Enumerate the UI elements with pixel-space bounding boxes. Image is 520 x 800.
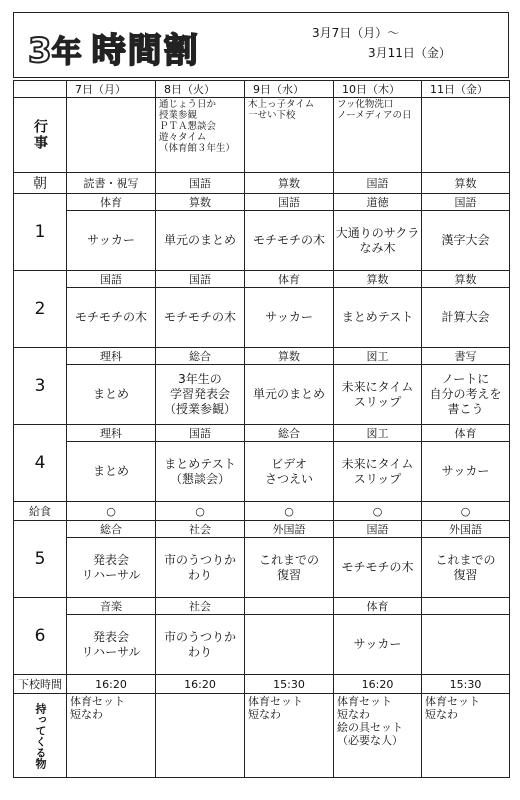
- period-subject-row: [14, 521, 510, 538]
- bring-line: 体育セット: [337, 695, 392, 708]
- subject-cell: 体育: [67, 194, 156, 211]
- event-line: 一せい下校: [248, 110, 296, 121]
- content-cell: [245, 288, 334, 348]
- bring-cell: [156, 694, 245, 778]
- content-cell: [67, 211, 156, 271]
- content-line: モチモチの木: [252, 233, 325, 247]
- content-cell: [156, 365, 245, 425]
- content-cell: [245, 211, 334, 271]
- page-title: [28, 23, 200, 72]
- dismissal-row: [14, 675, 510, 694]
- period-subject-row: [14, 598, 510, 615]
- subject-cell: 体育: [334, 598, 422, 615]
- content-line: 3年生の: [178, 372, 222, 386]
- subject-cell: 道徳: [334, 194, 422, 211]
- day-header: 8日（火）: [156, 81, 245, 98]
- content-cell: [245, 365, 334, 425]
- subject-cell: 国語: [422, 194, 510, 211]
- content-cell: [334, 211, 422, 271]
- dismissal-cell: 16:20: [156, 675, 245, 694]
- period-subject-row: [14, 425, 510, 442]
- content-line: 発表会: [92, 629, 129, 644]
- subject-cell: 算数: [422, 271, 510, 288]
- bring-line: 短なわ: [248, 708, 281, 721]
- content-cell: [156, 538, 245, 598]
- lunch-mark: ○: [460, 504, 471, 518]
- period-content-row: [14, 442, 510, 502]
- subject-cell: 外国語: [422, 521, 510, 538]
- subject-cell: 社会: [156, 521, 245, 538]
- event-line: 授業参観: [159, 110, 198, 121]
- content-line: サッカー: [441, 464, 490, 478]
- lunch-mark: ○: [372, 504, 383, 518]
- lunch-mark: ○: [284, 504, 294, 518]
- event-cell: [156, 98, 245, 173]
- dismissal-cell: 16:20: [67, 675, 156, 694]
- content-cell: [422, 442, 510, 502]
- dismissal-cell: 15:30: [422, 675, 510, 694]
- bring-label: [14, 694, 67, 778]
- content-line: リハーサル: [81, 644, 141, 659]
- content-cell: [245, 442, 334, 502]
- lunch-cell: [245, 502, 334, 521]
- subject-cell: 図工: [334, 348, 422, 365]
- content-line: スリップ: [353, 471, 402, 486]
- day-header: 9日（水）: [245, 81, 334, 98]
- subject-cell: 国語: [334, 521, 422, 538]
- content-cell: [67, 288, 156, 348]
- subject-cell: 国語: [156, 425, 245, 442]
- period-subject-row: [14, 348, 510, 365]
- content-cell: [334, 288, 422, 348]
- event-line: ＰＴＡ懇談会: [159, 121, 217, 132]
- subject-cell: 国語: [245, 194, 334, 211]
- bring-line: 短なわ: [337, 708, 370, 721]
- event-cell: [67, 98, 156, 173]
- content-line: 学習発表会: [169, 387, 230, 401]
- period-content-row: [14, 365, 510, 425]
- bring-line: 短なわ: [70, 708, 103, 721]
- content-cell: [67, 365, 156, 425]
- content-cell: [334, 365, 422, 425]
- content-line: サッカー: [87, 233, 135, 247]
- content-line: まとめテスト: [341, 310, 414, 324]
- subject-cell: 国語: [67, 271, 156, 288]
- dismissal-cell: 15:30: [245, 675, 334, 694]
- subject-cell: 総合: [156, 348, 245, 365]
- morning-cell: 国語: [334, 173, 422, 194]
- period-label: 6: [14, 598, 67, 675]
- content-line: ビデオ: [271, 456, 307, 471]
- subject-cell: 図工: [334, 425, 422, 442]
- events-label-text: 行事: [32, 119, 48, 151]
- bring-cell: [245, 694, 334, 778]
- content-line: 未来にタイム: [341, 379, 414, 394]
- content-line: 単元のまとめ: [163, 233, 236, 247]
- content-cell: [334, 615, 422, 675]
- bring-line: 体育セット: [425, 695, 480, 708]
- grade-unit: 年: [51, 35, 82, 70]
- day-header: 10日（木）: [334, 81, 422, 98]
- content-line: ノートに: [441, 372, 490, 386]
- content-line: 大通りのサクラ: [335, 225, 420, 240]
- morning-cell: 算数: [245, 173, 334, 194]
- content-cell: [334, 442, 422, 502]
- content-line: 計算大会: [441, 310, 490, 324]
- period-label: 5: [14, 521, 67, 598]
- event-line: （体育館３年生）: [159, 143, 236, 154]
- subject-cell: 算数: [156, 194, 245, 211]
- content-line: 単元のまとめ: [252, 387, 325, 401]
- content-line: 市のうつりか: [163, 552, 236, 567]
- day-header: 11日（金）: [422, 81, 510, 98]
- period-label: 4: [14, 425, 67, 502]
- content-line: 市のうつりか: [163, 629, 236, 644]
- event-line: 遊々タイム: [159, 132, 207, 143]
- subject-cell: 算数: [245, 348, 334, 365]
- content-line: 発表会: [92, 552, 129, 567]
- bring-cell: [422, 694, 510, 778]
- content-line: リハーサル: [81, 567, 141, 582]
- content-cell: [156, 615, 245, 675]
- period-label: 2: [14, 271, 67, 348]
- subject-cell: 体育: [422, 425, 510, 442]
- period-label: 3: [14, 348, 67, 425]
- subject-cell: 国語: [156, 271, 245, 288]
- lunch-mark: ○: [106, 504, 116, 518]
- content-line: （懇談会）: [169, 471, 230, 486]
- lunch-cell: [156, 502, 245, 521]
- lunch-label: 給食: [14, 502, 67, 521]
- subject-cell: 社会: [156, 598, 245, 615]
- period-content-row: [14, 211, 510, 271]
- content-cell: [422, 615, 510, 675]
- content-cell: [67, 538, 156, 598]
- date-start: 3月7日（月）～: [312, 26, 400, 40]
- header: [13, 12, 509, 78]
- subject-cell: 音楽: [67, 598, 156, 615]
- content-line: モチモチの木: [74, 310, 147, 324]
- content-line: なみ木: [359, 240, 396, 255]
- period-label: 1: [14, 194, 67, 271]
- bring-line: 体育セット: [70, 695, 125, 708]
- period-content-row: [14, 538, 510, 598]
- period-subject-row: [14, 271, 510, 288]
- content-line: わり: [187, 567, 212, 582]
- subject-cell: 書写: [422, 348, 510, 365]
- subject-cell: 総合: [67, 521, 156, 538]
- event-line: 木上っ子タイム: [248, 99, 315, 110]
- content-line: サッカー: [353, 637, 402, 651]
- period-content-row: [14, 288, 510, 348]
- grade-number: 3: [28, 31, 52, 71]
- date-range: [312, 23, 451, 63]
- lunch-mark: ○: [195, 504, 205, 518]
- subject-cell: 総合: [245, 425, 334, 442]
- events-row: [14, 98, 510, 173]
- event-line: ノーメディアの日: [337, 110, 412, 121]
- content-cell: [156, 288, 245, 348]
- content-cell: [67, 615, 156, 675]
- content-line: まとめ: [92, 464, 129, 478]
- content-cell: [156, 211, 245, 271]
- period-subject-row: [14, 194, 510, 211]
- content-line: これまでの: [435, 552, 496, 567]
- bring-cell: [334, 694, 422, 778]
- subject-cell: 体育: [245, 271, 334, 288]
- content-cell: [245, 538, 334, 598]
- content-cell: [245, 615, 334, 675]
- morning-cell: 算数: [422, 173, 510, 194]
- content-cell: [334, 538, 422, 598]
- bring-line: 短なわ: [425, 708, 458, 721]
- bring-line: 絵の具セット: [337, 721, 403, 734]
- content-cell: [422, 538, 510, 598]
- content-cell: [67, 442, 156, 502]
- content-cell: [156, 442, 245, 502]
- subject-cell: 算数: [334, 271, 422, 288]
- corner-cell: [14, 81, 67, 98]
- morning-cell: 国語: [156, 173, 245, 194]
- content-line: まとめ: [92, 387, 129, 401]
- lunch-row: [14, 502, 510, 521]
- events-label: [14, 98, 67, 173]
- subject-cell: [245, 598, 334, 615]
- content-line: これまでの: [258, 552, 319, 567]
- bring-line: 体育セット: [248, 695, 303, 708]
- content-cell: [422, 288, 510, 348]
- bring-cell: [67, 694, 156, 778]
- content-line: 復習: [276, 567, 301, 582]
- lunch-cell: [334, 502, 422, 521]
- content-line: さつえい: [264, 471, 313, 486]
- content-line: モチモチの木: [163, 310, 236, 324]
- content-line: （授業参観）: [163, 402, 236, 416]
- content-line: 書こう: [447, 402, 484, 416]
- timetable: [13, 80, 510, 778]
- event-line: 通じょう日か: [159, 99, 217, 110]
- content-line: サッカー: [265, 310, 313, 324]
- event-cell: [334, 98, 422, 173]
- date-end: 3月11日（金）: [368, 46, 451, 60]
- content-line: まとめテスト: [164, 456, 236, 471]
- lunch-cell: [67, 502, 156, 521]
- event-cell: [245, 98, 334, 173]
- content-line: モチモチの木: [341, 560, 414, 574]
- period-content-row: [14, 615, 510, 675]
- content-cell: [422, 211, 510, 271]
- content-line: 自分の考えを: [429, 387, 502, 401]
- dismissal-label: 下校時間: [14, 675, 67, 694]
- title-text: 時間割: [91, 31, 200, 71]
- morning-row: [14, 173, 510, 194]
- day-header-row: [14, 81, 510, 98]
- subject-cell: 理科: [67, 425, 156, 442]
- bring-row: [14, 694, 510, 778]
- content-cell: [422, 365, 510, 425]
- content-line: 未来にタイム: [341, 456, 414, 471]
- event-cell: [422, 98, 510, 173]
- subject-cell: 理科: [67, 348, 156, 365]
- dismissal-cell: 16:20: [334, 675, 422, 694]
- bring-label-text: 持ってくる物: [34, 702, 47, 769]
- subject-cell: [422, 598, 510, 615]
- content-line: 復習: [453, 567, 478, 582]
- lunch-cell: [422, 502, 510, 521]
- content-line: スリップ: [353, 394, 402, 409]
- day-header: 7日（月）: [67, 81, 156, 98]
- subject-cell: 外国語: [245, 521, 334, 538]
- bring-line: （必要な人）: [337, 734, 403, 747]
- morning-cell: 読書・視写: [67, 173, 156, 194]
- content-line: わり: [187, 644, 212, 659]
- event-line: フッ化物洗口: [337, 99, 394, 110]
- morning-label: 朝: [14, 173, 67, 194]
- content-line: 漢字大会: [441, 233, 490, 247]
